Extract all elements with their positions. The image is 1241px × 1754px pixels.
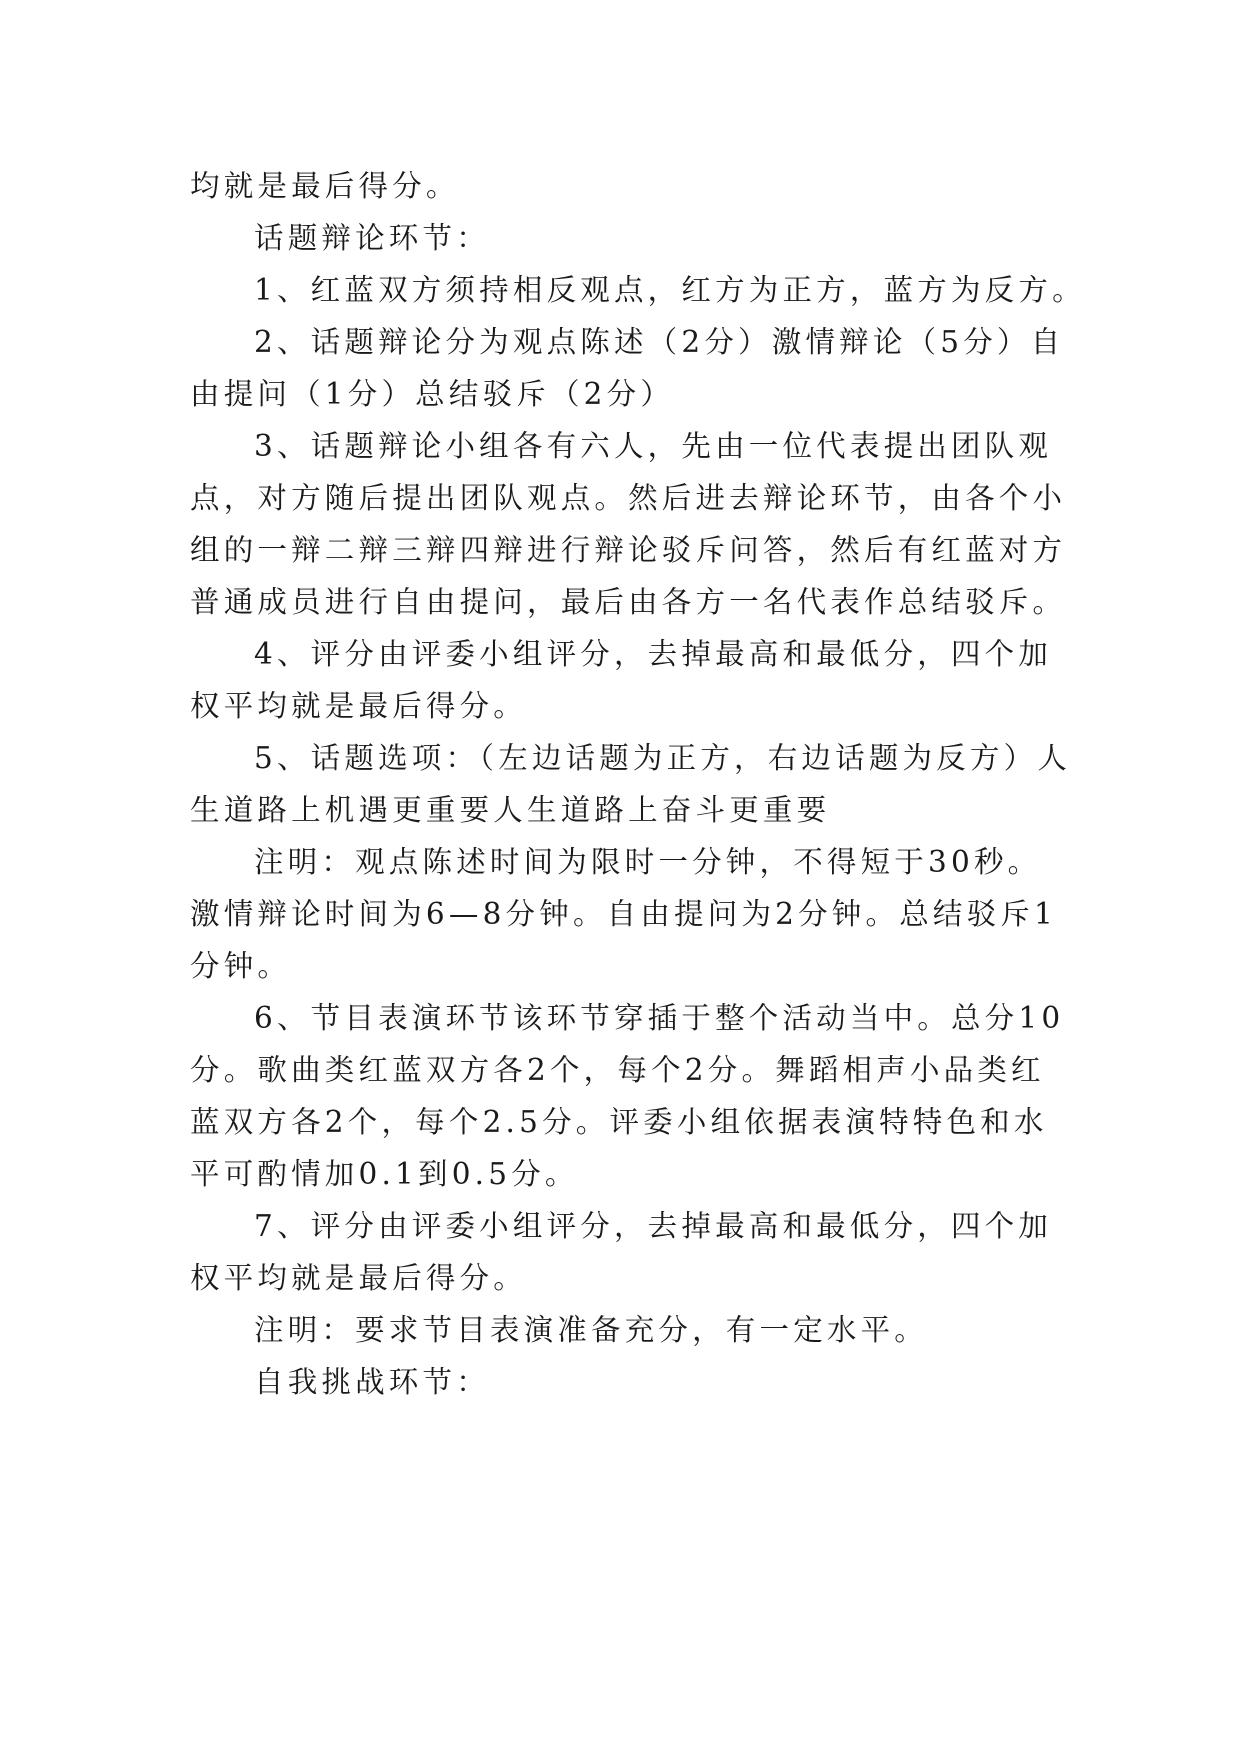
section-heading-topic-debate: 话题辩论环节：	[254, 221, 490, 255]
note-line: 注明：要求节目表演准备充分，有一定水平。	[254, 1313, 929, 1347]
text-line: 4、评分由评委小组评分，去掉最高和最低分，四个加	[254, 637, 1053, 671]
text-line: 7、评分由评委小组评分，去掉最高和最低分，四个加	[254, 1209, 1053, 1243]
note-line: 注明：观点陈述时间为限时一分钟，不得短于30秒。	[254, 845, 1042, 879]
text-line: 3、话题辩论小组各有六人，先由一位代表提出团队观	[254, 429, 1053, 463]
text-line: 权平均就是最后得分。	[190, 689, 528, 723]
text-line: 普通成员进行自由提问，最后由各方一名代表作总结驳斥。	[190, 585, 1067, 619]
text-line: 1、红蓝双方须持相反观点，红方为正方，蓝方为反方。	[254, 273, 1086, 307]
text-line: 权平均就是最后得分。	[190, 1261, 528, 1295]
text-line: 组的一辩二辩三辩四辩进行辩论驳斥问答，然后有红蓝对方	[190, 533, 1067, 567]
text-line: 生道路上机遇更重要人生道路上奋斗更重要	[190, 793, 831, 827]
text-line: 分。歌曲类红蓝双方各2个，每个2分。舞蹈相声小品类红	[190, 1053, 1045, 1087]
text-line: 2、话题辩论分为观点陈述（2分）激情辩论（5分）自	[254, 325, 1065, 359]
text-line: 分钟。	[190, 949, 292, 983]
text-line: 点，对方随后提出团队观点。然后进去辩论环节，由各个小	[190, 481, 1067, 515]
text-line: 6、节目表演环节该环节穿插于整个活动当中。总分10	[254, 1001, 1065, 1035]
text-line: 5、话题选项：（左边话题为正方，右边话题为反方）人	[254, 741, 1072, 775]
text-line: 均就是最后得分。	[190, 169, 460, 203]
text-line: 激情辩论时间为6—8分钟。自由提问为2分钟。总结驳斥1	[190, 897, 1057, 931]
text-line: 平可酌情加0.1到0.5分。	[190, 1157, 579, 1191]
text-line: 蓝双方各2个，每个2.5分。评委小组依据表演特特色和水	[190, 1105, 1048, 1139]
text-line: 由提问（1分）总结驳斥（2分）	[190, 377, 675, 411]
section-heading-self-challenge: 自我挑战环节：	[254, 1365, 490, 1399]
